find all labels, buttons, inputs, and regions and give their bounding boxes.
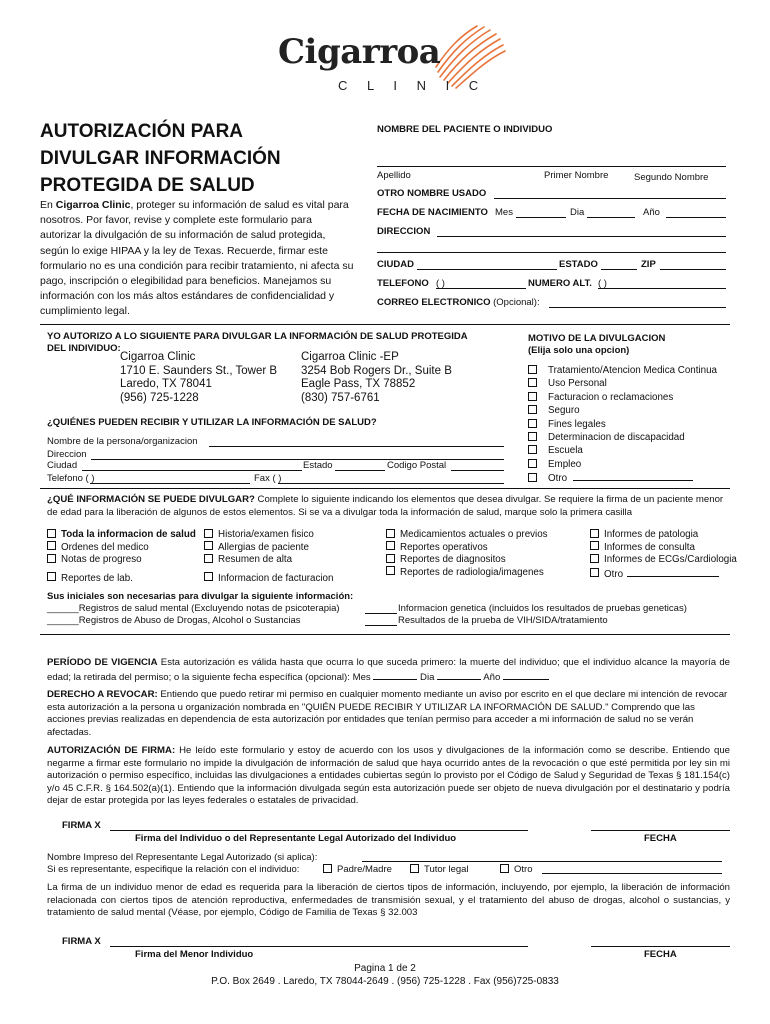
title-line-2: DIVULGAR INFORMACIÓN: [40, 148, 281, 169]
fecha-nacimiento-label: FECHA DE NACIMIENTO: [377, 207, 488, 218]
initials-hiv-field[interactable]: [365, 625, 397, 626]
vigencia-mes: Mes: [352, 671, 371, 683]
sign1-firma: FIRMA X: [62, 820, 101, 831]
numero-alt-paren: ( ): [598, 278, 607, 289]
estado-label: ESTADO: [559, 259, 598, 270]
firma-auth-text: He leído este formulario y estoy de acuerdo con los usos y divulgaciones de la información como se describe. Entiendo que negarme a firmar este formulario no impide la divulgación de información de salud que haya ocurrido antes de la revocación o que esté permitida por ley sin mi autorización o permiso específico, incluidas las divulgaciones a entidades cubiertas según lo provisto por el Código de Salud y Seguridad de Texas § 181.154(c) y/o 45 C.F.R. § 164.502(a)(1). Entiendo que la información divulgada según esta autorización puede ser objeto de nueva divulgación por el destinatario y podría dejar de estar protegida por las leyes federales o estatales de privacidad.: [47, 745, 731, 806]
recipient-direccion-label: Direccion: [47, 449, 87, 460]
motivo-item[interactable]: Tratamiento/Atencion Medica Continua: [528, 364, 717, 377]
what-item[interactable]: Reportes de lab.: [47, 573, 196, 586]
footer-address: P.O. Box 2649 . Laredo, TX 78044-2649 . (956) 725-1228 . Fax (956)725-0833: [211, 976, 559, 987]
motivo-title: MOTIVO DE LA DIVULGACION: [528, 333, 666, 344]
intro-text: , proteger su información de salud es vital para nosotros. Por favor, revise y complete este formulario para autorizar la divulgación de su información de salud protegida, según lo exige HIPAA y la ley de Texas. Recuerde, firmar este formulario no es una condición para recibir tratamiento, ni afecta su pago, inscripción o elegibilidad para beneficios. Manejamos su información con los más altos estándares de confidencialidad y cumplimiento legal.: [40, 199, 354, 318]
telefono-paren: ( ): [436, 278, 445, 289]
firma-auth-bold: AUTORIZACIÓN DE FIRMA:: [47, 745, 176, 756]
checkbox[interactable]: [47, 529, 56, 538]
checkbox[interactable]: [528, 459, 537, 468]
initials-header: Sus iniciales son necesarias para divulgar la siguiente información:: [47, 591, 354, 602]
vigencia-bold: PERÍODO DE VIGENCIA: [47, 657, 158, 668]
checkbox[interactable]: [386, 541, 395, 550]
what-item[interactable]: Otro: [590, 567, 737, 582]
logo: [270, 28, 510, 98]
checkbox[interactable]: [528, 365, 537, 374]
vigencia-ano-field[interactable]: [503, 670, 549, 680]
clinic1-address: 1710 E. Saunders St., Tower B: [120, 364, 278, 377]
rep-otro-field[interactable]: [542, 873, 722, 874]
recipient-fax-label: Fax ( ): [254, 473, 282, 484]
what-item[interactable]: Resumen de alta: [204, 554, 333, 567]
authorize-header-line1: YO AUTORIZO A LO SIGUIENTE PARA DIVULGAR LA INFORMACIÓN DE SALUD PROTEGIDA: [47, 331, 468, 342]
patient-header: NOMBRE DEL PACIENTE O INDIVIDUO: [377, 124, 553, 135]
otro-nombre-field[interactable]: [494, 198, 726, 199]
checkbox[interactable]: [528, 445, 537, 454]
checkbox[interactable]: [528, 432, 537, 441]
intro-brand: Cigarroa Clinic: [55, 199, 131, 211]
rep-otro-option[interactable]: Otro: [500, 864, 532, 876]
checkbox[interactable]: [204, 529, 213, 538]
firma-auth-paragraph: [47, 745, 730, 808]
sign1-label: Firma del Individuo o del Representante Legal Autorizado del Individuo: [135, 833, 457, 844]
what-item[interactable]: Reportes de radiologia/imagenes: [386, 567, 548, 580]
title-line-1: AUTORIZACIÓN PARA: [40, 121, 244, 142]
motivo-item[interactable]: Facturacion o reclamaciones: [528, 391, 717, 404]
page-title: [40, 118, 281, 199]
telefono-field[interactable]: [436, 288, 526, 289]
ano-label: Año: [643, 207, 660, 218]
initials-genetic: Informacion genetica (incluidos los resultados de pruebas geneticas): [398, 603, 687, 614]
sign2-firma: FIRMA X: [62, 936, 101, 947]
what-col-2: [204, 529, 333, 585]
initials-genetic-field[interactable]: [365, 613, 397, 614]
initials-hiv: Resultados de la prueba de VIH/SIDA/tratamiento: [398, 615, 608, 626]
what-col-4: [590, 529, 737, 581]
intro-paragraph: [40, 198, 354, 320]
what-item[interactable]: Informes de ECGs/Cardiologia: [590, 554, 737, 567]
recipient-codigo-field[interactable]: [451, 470, 504, 471]
recipient-estado-field[interactable]: [335, 470, 385, 471]
what-col-3: [386, 529, 548, 579]
recipient-estado-label: Estado: [303, 460, 333, 471]
motivo-item[interactable]: Determinacion de discapacidad: [528, 431, 717, 444]
checkbox[interactable]: [528, 419, 537, 428]
motivo-otro-field[interactable]: [573, 471, 693, 481]
revocar-bold: DERECHO A REVOCAR:: [47, 689, 158, 700]
correo-opcional: (Opcional):: [490, 297, 540, 308]
direccion-label: DIRECCION: [377, 226, 431, 237]
what-item[interactable]: Reportes de diagnositos: [386, 554, 548, 567]
clinic2-address: 3254 Bob Rogers Dr., Suite B: [301, 364, 452, 377]
initials-substance[interactable]: ______Registros de Abuso de Drogas, Alcohol o Sustancias: [47, 615, 301, 626]
sign1-date-field[interactable]: [591, 830, 730, 831]
ciudad-label: CIUDAD: [377, 259, 414, 270]
vigencia-paragraph: [47, 657, 730, 684]
checkbox[interactable]: [528, 378, 537, 387]
checkbox[interactable]: [528, 405, 537, 414]
what-item[interactable]: Medicamientos actuales o previos: [386, 529, 548, 542]
sign2-label: Firma del Menor Individuo: [135, 949, 254, 960]
checkbox[interactable]: [204, 572, 213, 581]
intro-prefix: En: [40, 199, 56, 211]
checkbox[interactable]: [528, 392, 537, 401]
direccion-field[interactable]: [437, 236, 726, 237]
recipient-codigo-label: Codigo Postal: [387, 460, 447, 471]
logo-name: Cigarroa: [278, 32, 441, 72]
recipient-telefono-field[interactable]: [90, 483, 250, 484]
clinic-laredo: [120, 351, 277, 405]
checkbox[interactable]: [386, 529, 395, 538]
direccion-field-2[interactable]: [377, 252, 726, 253]
checkbox[interactable]: [528, 473, 537, 482]
rep-relacion-row: [47, 864, 299, 876]
what-item[interactable]: Reportes operativos: [386, 542, 548, 555]
vigencia-dia: Dia: [420, 671, 435, 683]
zip-label: ZIP: [641, 259, 656, 270]
motivo-item[interactable]: Escuela: [528, 444, 717, 457]
clinic1-city: Laredo, TX 78041: [120, 378, 212, 390]
title-line-3: PROTEGIDA DE SALUD: [40, 175, 255, 196]
motivo-item[interactable]: Fines legales: [528, 418, 717, 431]
divider-lower: [40, 634, 730, 635]
what-item[interactable]: Notas de progreso: [47, 554, 196, 567]
what-item[interactable]: Informacion de facturacion: [204, 573, 333, 586]
revocar-paragraph: [47, 689, 730, 739]
checkbox[interactable]: [323, 864, 332, 873]
clinic1-name: Cigarroa Clinic: [120, 351, 196, 363]
what-bold: ¿QUÉ INFORMACIÓN SE PUEDE DIVULGAR?: [47, 494, 255, 505]
motivo-item[interactable]: Seguro: [528, 404, 717, 417]
sign2-fecha: FECHA: [644, 949, 677, 960]
recipient-nombre-field[interactable]: [209, 446, 504, 447]
motivo-item[interactable]: Uso Personal: [528, 377, 717, 390]
page-number: Pagina 1 de 2: [354, 963, 416, 974]
zip-field[interactable]: [660, 269, 726, 270]
menor-paragraph: La firma de un individuo menor de edad es requerida para la liberación de ciertos tipos de información, incluyendo, por ejemplo, la liberación de información relacionada con ciertos tipos de atención reproductiva, enfermedades de transmisión sexual, y el tratamiento del abuso de drogas, alcohol o sustancias, y tratamiento de salud mental (Véase, por ejemplo, Código de Familia de Texas § 32.003: [47, 882, 730, 918]
what-item[interactable]: Informes de patologia: [590, 529, 737, 542]
checkbox[interactable]: [590, 529, 599, 538]
recipient-nombre-label: Nombre de la persona/organizacion: [47, 436, 198, 447]
what-item[interactable]: Toda la informacion de salud: [47, 529, 196, 542]
patient-name-line[interactable]: [377, 166, 726, 167]
mes-label: Mes: [495, 207, 513, 218]
checkbox[interactable]: [204, 554, 213, 563]
correo-field[interactable]: [549, 307, 726, 308]
motivo-list: [528, 364, 717, 486]
initials-mental-health[interactable]: ______Registros de salud mental (Excluyendo notas de psicoterapia): [47, 603, 340, 614]
what-text: Complete lo siguiente indicando los elementos que desea divulgar. Se requiere la firma de un paciente menor de edad para la liberación de algunos de estos elementos. Si se va a divulgar toda la información de salud, marque solo la primera casilla: [47, 494, 724, 518]
motivo-sub: (Elija solo una opcion): [528, 345, 630, 356]
what-item[interactable]: Historia/examen fisico: [204, 529, 333, 542]
correo-label: CORREO ELECTRONICO: [377, 297, 491, 308]
rep-padre-option[interactable]: Padre/Madre: [323, 864, 392, 876]
dia-label: Dia: [570, 207, 585, 218]
checkbox[interactable]: [410, 864, 419, 873]
rep-tutor-option[interactable]: Tutor legal: [410, 864, 469, 876]
clinic1-phone: (956) 725-1228: [120, 391, 199, 404]
divider-mid: [40, 488, 730, 489]
ciudad-field[interactable]: [417, 269, 557, 270]
clinic-eagle-pass: [301, 351, 452, 405]
motivo-item[interactable]: Otro: [528, 471, 717, 485]
what-col-1: [47, 529, 196, 585]
who-header: ¿QUIÉNES PUEDEN RECIBIR Y UTILIZAR LA INFORMACIÓN DE SALUD?: [47, 417, 377, 428]
estado-field[interactable]: [601, 269, 637, 270]
sign2-signature-field[interactable]: [110, 946, 528, 947]
numero-alt-field[interactable]: [598, 288, 726, 289]
what-paragraph: [47, 494, 730, 519]
motivo-header: [528, 333, 665, 357]
vigencia-ano: Año: [483, 671, 501, 683]
numero-alt-label: NUMERO ALT.: [528, 278, 592, 289]
rep-relacion-label: Si es representante, especifique la relación con el individuo:: [47, 864, 300, 875]
clinic2-name: Cigarroa Clinic -EP: [301, 351, 399, 363]
what-item[interactable]: Informes de consulta: [590, 542, 737, 555]
ano-field[interactable]: [666, 217, 726, 218]
checkbox[interactable]: [47, 572, 56, 581]
what-item[interactable]: Ordenes del medico: [47, 542, 196, 555]
primer-nombre-label: Primer Nombre: [544, 170, 609, 181]
checkbox[interactable]: [386, 554, 395, 563]
telefono-label: TELEFONO: [377, 278, 429, 289]
vigencia-dia-field[interactable]: [437, 670, 481, 680]
checkbox[interactable]: [500, 864, 509, 873]
vigencia-mes-field[interactable]: [373, 670, 417, 680]
clinic2-city: Eagle Pass, TX 78852: [301, 378, 416, 390]
vigencia-text: Esta autorización es válida hasta que ocurra lo que suceda primero: la muerte del individuo; que el individuo alcance la mayoría de edad; la retirada del permiso; o la siguiente fecha específica (opcional):: [47, 657, 730, 683]
checkbox[interactable]: [590, 541, 599, 550]
divider-top: [40, 324, 730, 325]
otro-nombre-label: OTRO NOMBRE USADO: [377, 188, 487, 199]
checkbox[interactable]: [47, 541, 56, 550]
recipient-fax-field[interactable]: [278, 483, 504, 484]
segundo-nombre-label: Segundo Nombre: [634, 172, 709, 183]
authorize-header-line2: DEL INDIVIDUO:: [47, 343, 121, 354]
logo-sub: C L I N I C: [338, 78, 487, 93]
sign1-signature-field[interactable]: [110, 830, 528, 831]
checkbox[interactable]: [204, 541, 213, 550]
rep-nombre-field[interactable]: [362, 861, 722, 862]
dia-field[interactable]: [587, 217, 635, 218]
checkbox[interactable]: [47, 554, 56, 563]
what-item[interactable]: Allergias de paciente: [204, 542, 333, 555]
revocar-text: Entiendo que puedo retirar mi permiso en cualquier momento mediante un aviso por escrito en el que declare mi intención de revocar esta autorización a la persona u organización nombrada en "QUIÉN PUEDE RECIBIR Y UTILIZAR LA INFORMACIÓN DE SALUD." Comprendo que las acciones previas realizadas en dependencia de esta autorización por entidades que tenían permiso para acceder a mi información de salud no se verán afectadas.: [47, 689, 728, 738]
recipient-ciudad-field[interactable]: [82, 470, 302, 471]
checkbox[interactable]: [590, 554, 599, 563]
recipient-ciudad-label: Ciudad: [47, 460, 78, 471]
checkbox[interactable]: [386, 566, 395, 575]
correo-row: [377, 297, 540, 309]
what-otro-field[interactable]: [627, 567, 719, 577]
sign2-date-field[interactable]: [591, 946, 730, 947]
checkbox[interactable]: [590, 568, 599, 577]
clinic2-phone: (830) 757-6761: [301, 391, 380, 404]
motivo-item[interactable]: Empleo: [528, 458, 717, 471]
mes-field[interactable]: [516, 217, 566, 218]
apellido-label: Apellido: [377, 170, 411, 181]
rep-nombre-label: Nombre Impreso del Representante Legal Autorizado (si aplica):: [47, 852, 318, 863]
recipient-telefono-label: Telefono ( ): [47, 473, 95, 484]
sign1-fecha: FECHA: [644, 833, 677, 844]
